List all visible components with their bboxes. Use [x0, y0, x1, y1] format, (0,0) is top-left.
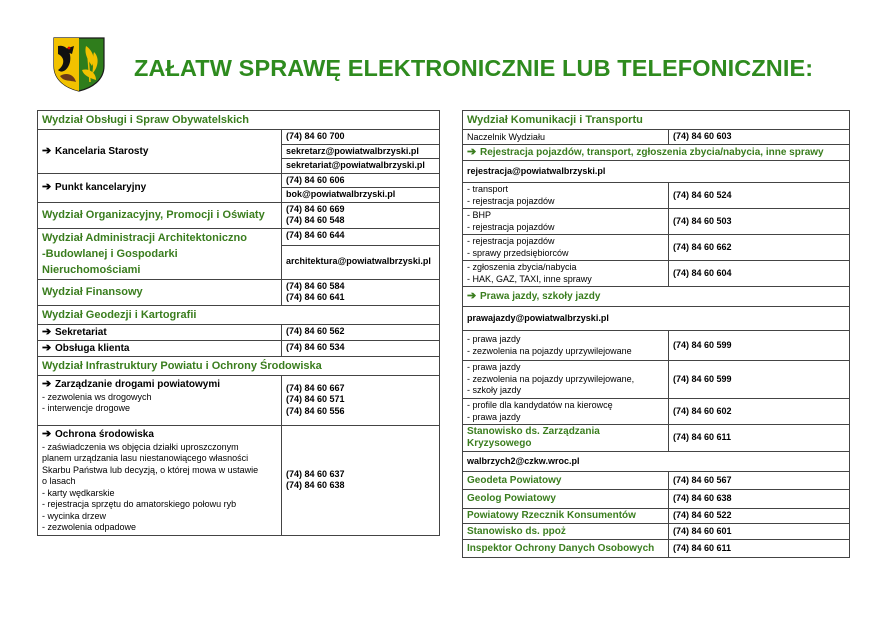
phone-value[interactable]: (74) 84 60 503	[669, 209, 850, 235]
phone-value[interactable]: (74) 84 60 601	[669, 524, 850, 540]
phone-value[interactable]: (74) 84 60 606	[282, 173, 440, 188]
arrow-right-icon: ➔	[42, 144, 52, 157]
service-item: - prawa jazdy - zezwolenia na pojazdy uprzywilejowane	[463, 331, 669, 361]
dept-header: Wydział Komunikacji i Transportu	[463, 111, 850, 130]
phone-values[interactable]: (74) 84 60 667 (74) 84 60 571 (74) 84 60 556	[282, 375, 440, 425]
email-value[interactable]: sekretarz@powiatwalbrzyski.pl	[282, 144, 440, 159]
kancelaria-label: ➔ Kancelaria Starosty	[38, 130, 282, 174]
dept-header: Wydział Infrastruktury Powiatu i Ochrony Środowiska	[38, 356, 440, 375]
service-item: - prawa jazdy - zezwolenia na pojazdy uprzywilejowane, - szkoły jazdy	[463, 361, 669, 399]
punkt-label: ➔ Punkt kancelaryjny	[38, 173, 282, 202]
phone-value[interactable]: (74) 84 60 638	[669, 490, 850, 509]
phone-value[interactable]: (74) 84 60 567	[669, 472, 850, 490]
phone-value[interactable]: (74) 84 60 522	[669, 509, 850, 524]
phone-value[interactable]: (74) 84 60 599	[669, 331, 850, 361]
iodo-label: Inspektor Ochrony Danych Osobowych	[463, 540, 669, 558]
phone-value[interactable]: (74) 84 60 611	[669, 540, 850, 558]
phone-values[interactable]: (74) 84 60 584 (74) 84 60 641	[282, 279, 440, 305]
service-item: - zgłoszenia zbycia/nabycia - HAK, GAZ, TAXI, inne sprawy	[463, 261, 669, 287]
naczelnik-label: Naczelnik Wydziału	[463, 130, 669, 145]
arrow-right-icon: ➔	[42, 325, 52, 338]
phone-value[interactable]: (74) 84 60 534	[282, 340, 440, 356]
kryzysowe-label: Stanowisko ds. Zarządzania Kryzysowego	[463, 425, 669, 452]
prawa-jazdy-header: ➔ Prawa jazdy, szkoły jazdy	[463, 287, 850, 307]
email-value[interactable]: architektura@powiatwalbrzyski.pl	[282, 245, 440, 279]
left-contact-table	[37, 110, 440, 536]
rzecznik-label: Powiatowy Rzecznik Konsumentów	[463, 509, 669, 524]
dept-header: Wydział Organizacyjny, Promocji i Oświaty	[38, 202, 282, 228]
ppoz-label: Stanowisko ds. ppoż	[463, 524, 669, 540]
arrow-right-icon: ➔	[467, 290, 477, 302]
phone-value[interactable]: (74) 84 60 604	[669, 261, 850, 287]
arrow-right-icon: ➔	[467, 146, 477, 158]
phone-value[interactable]: (74) 84 60 602	[669, 399, 850, 425]
email-value[interactable]: bok@powiatwalbrzyski.pl	[282, 188, 440, 203]
dept-header: Wydział Obsługi i Spraw Obywatelskich	[38, 111, 440, 130]
arrow-right-icon: ➔	[42, 377, 52, 390]
right-contact-table	[462, 110, 850, 558]
service-item: - profile dla kandydatów na kierowcę - prawa jazdy	[463, 399, 669, 425]
dept-header: Wydział Administracji Architektoniczno -Budowlanej i Gospodarki Nieruchomościami	[38, 228, 282, 279]
drogi-section: ➔ Zarządzanie drogami powiatowymi - zezwolenia ws drogowych - interwencje drogowe	[38, 375, 282, 425]
phone-values[interactable]: (74) 84 60 669 (74) 84 60 548	[282, 202, 440, 228]
coat-of-arms-logo	[52, 36, 106, 92]
phone-value[interactable]: (74) 84 60 524	[669, 183, 850, 209]
arrow-right-icon: ➔	[42, 181, 52, 193]
geodeta-label: Geodeta Powiatowy	[463, 472, 669, 490]
service-item: - rejestracja pojazdów - sprawy przedsiębiorców	[463, 235, 669, 261]
dept-header: Wydział Geodezji i Kartografii	[38, 305, 440, 324]
phone-value[interactable]: (74) 84 60 603	[669, 130, 850, 145]
phone-values[interactable]: (74) 84 60 637 (74) 84 60 638	[282, 425, 440, 535]
dept-header: Wydział Finansowy	[38, 279, 282, 305]
obsluga-label: ➔ Obsługa klienta	[38, 340, 282, 356]
phone-value[interactable]: (74) 84 60 644	[282, 228, 440, 245]
email-value[interactable]: sekretariat@powiatwalbrzyski.pl	[282, 159, 440, 174]
drogi-label: ➔ Zarządzanie drogami powiatowymi	[42, 377, 221, 390]
email-value[interactable]: walbrzych2@czkw.wroc.pl	[463, 452, 850, 472]
phone-value[interactable]: (74) 84 60 662	[669, 235, 850, 261]
email-value[interactable]: prawajazdy@powiatwalbrzyski.pl	[463, 307, 850, 331]
arrow-right-icon: ➔	[42, 341, 52, 354]
service-item: - transport - rejestracja pojazdów	[463, 183, 669, 209]
arrow-right-icon: ➔	[42, 427, 52, 440]
email-value[interactable]: rejestracja@powiatwalbrzyski.pl	[463, 161, 850, 183]
ochrona-label: ➔ Ochrona środowiska	[42, 427, 154, 440]
phone-value[interactable]: (74) 84 60 700	[282, 130, 440, 145]
service-item: - BHP - rejestracja pojazdów	[463, 209, 669, 235]
phone-value[interactable]: (74) 84 60 611	[669, 425, 850, 452]
sekretariat-label: ➔ Sekretariat	[38, 324, 282, 340]
rejestracja-header: ➔ Rejestracja pojazdów, transport, zgłoszenia zbycia/nabycia, inne sprawy	[463, 145, 850, 161]
geolog-label: Geolog Powiatowy	[463, 490, 669, 509]
phone-value[interactable]: (74) 84 60 599	[669, 361, 850, 399]
page-title: ZAŁATW SPRAWĘ ELEKTRONICZNIE LUB TELEFONICZNIE:	[134, 55, 814, 81]
phone-value[interactable]: (74) 84 60 562	[282, 324, 440, 340]
ochrona-section: ➔ Ochrona środowiska - zaświadczenia ws objęcia działki uproszczonym planem urządzania lasu niestanowiącego własności Skarbu Państwa lub decyzją, o której mowa w ustawie o lasach - karty wędkarskie - rejestracja sprzętu do amatorskiego połowu ryb - wycinka drzew - zezwolenia odpadowe	[38, 425, 282, 535]
